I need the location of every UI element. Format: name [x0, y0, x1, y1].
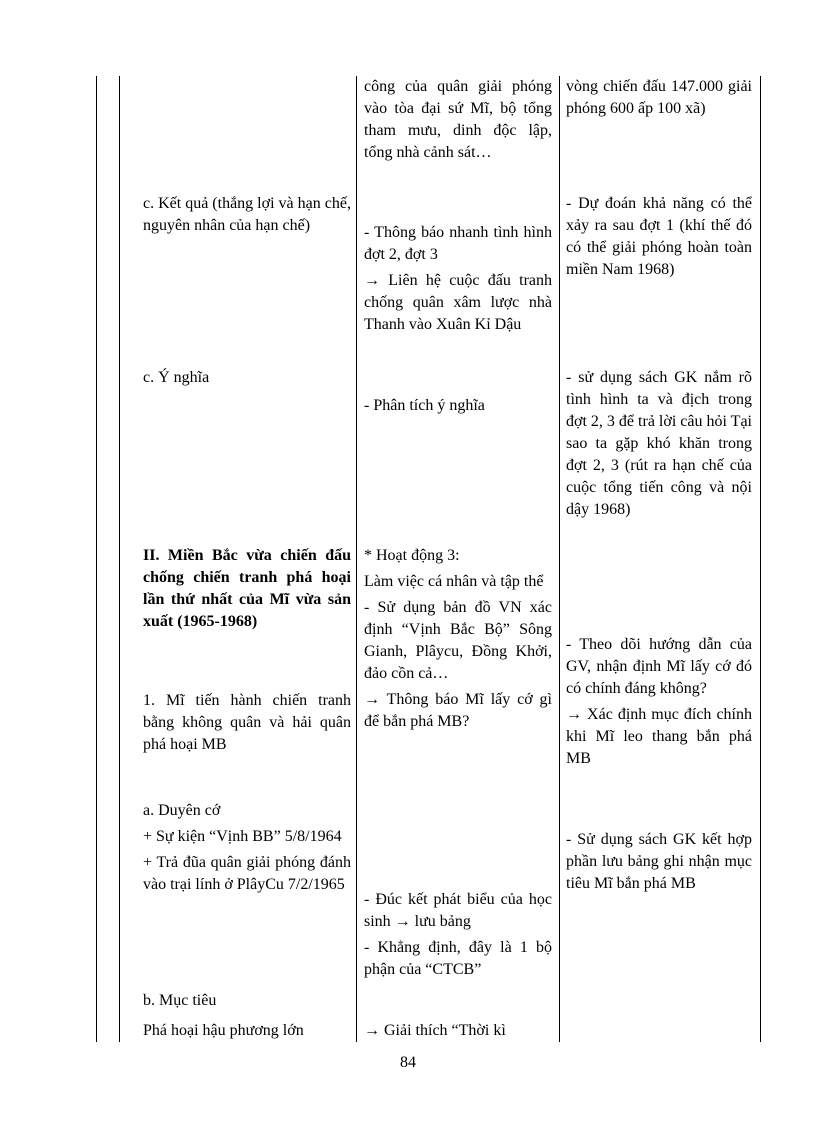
- table-border-outer-left: [96, 76, 97, 1042]
- col1-muc-tieu: b. Mục tiêu: [143, 992, 217, 1009]
- col2-phan-tich: - Phân tích ý nghĩa: [364, 397, 485, 414]
- table-border-left: [119, 76, 120, 1042]
- col2-thong-bao-block: - Thông báo nhanh tình hình đợt 2, đợt 3 → Liên hệ cuộc đấu tranh chống quân xâm lược nhà Thanh vào Xuân Kỉ Dậu: [364, 224, 552, 333]
- subsection-my-tien-hanh: 1. Mĩ tiến hành chiến tranh bằng không quân và hải quân phá hoại MB: [143, 692, 351, 753]
- table-border-right: [760, 76, 761, 1042]
- col3-su-dung-sach-2: - Sử dụng sách GK kết hợp phần lưu bảng ghi nhận mục tiêu Mĩ bắn phá MB: [566, 831, 752, 892]
- col2-giai-thich: → Giải thích “Thời kì: [364, 1022, 506, 1039]
- col1-y-nghia: c. Ý nghĩa: [143, 369, 210, 386]
- col2-hoat-dong-block: * Hoạt động 3: Làm việc cá nhân và tập thể - Sử dụng bản đồ VN xác định “Vịnh Bắc Bộ” Sông Gianh, Plâycu, Đồng Khởi, đảo cồn cả… → Thông báo Mĩ lấy cớ gì để bắn phá MB?: [364, 547, 552, 730]
- col3-vong-chien: vòng chiến đấu 147.000 giải phóng 600 ấp 100 xã): [566, 78, 752, 117]
- col2-duc-ket-block: - Đúc kết phát biểu của học sinh → lưu bảng - Khẳng định, đây là 1 bộ phận của “CTCB”: [364, 891, 552, 978]
- section-heading-mien-bac: II. Miền Bắc vừa chiến đấu chống chiến tranh phá hoại lần thứ nhất của Mĩ vừa sản xuất (1965-1968): [143, 547, 351, 630]
- page-number: 84: [400, 1054, 416, 1071]
- col1-pha-hoai: Phá hoại hậu phương lớn: [143, 1022, 304, 1039]
- col3-su-dung-sach: - sử dụng sách GK nắm rõ tình hình ta và địch trong đợt 2, 3 để trả lời câu hỏi Tại sao ta gặp khó khăn trong đợt 2, 3 (rút ra hạn chế của cuộc tổng tiến công và nội dậy 1968): [566, 369, 752, 518]
- col1-duyen-co-block: a. Duyên cớ + Sự kiện “Vịnh BB” 5/8/1964 + Trả đũa quân giải phóng đánh vào trại lính ở PlâyCu 7/2/1965: [143, 802, 351, 893]
- col3-du-doan: - Dự đoán khả năng có thể xảy ra sau đợt 1 (khí thế đó có thể giải phóng hoàn toàn miền Nam 1968): [566, 195, 752, 278]
- col1-ket-qua: c. Kết quả (thắng lợi và hạn chế, nguyên nhân của hạn chế): [143, 195, 351, 234]
- column-divider-2: [559, 76, 560, 1042]
- column-divider-1: [356, 76, 357, 1042]
- col3-theo-doi-block: - Theo dõi hướng dẫn của GV, nhận định Mĩ lấy cớ đó có chính đáng không? → Xác định mục đích chính khi Mĩ leo thang bắn phá MB: [566, 636, 752, 767]
- col2-cong-cua: công của quân giải phóng vào tòa đại sứ Mĩ, bộ tổng tham mưu, dinh độc lập, tổng nhà cảnh sát…: [364, 78, 552, 161]
